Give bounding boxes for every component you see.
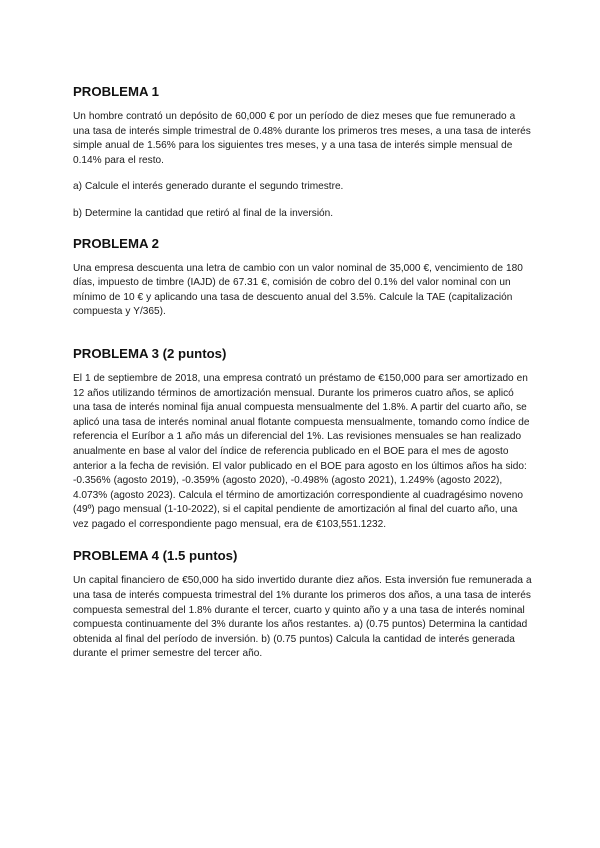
- problem-3-text: El 1 de septiembre de 2018, una empresa contrató un préstamo de €150,000 para ser amortizado en 12 años utilizando términos de amortización mensual. Durante los primeros cuatro años, se aplicó una tasa de interés nominal fija anual compuesta mensualmente del 1.8%. A partir del cuarto año, se aplicó una tasa de interés nominal anual flotante compuesta mensualmente, tomando como índice de referencia el Euríbor a 1 año más un diferencial del 1%. Las revisiones mensuales se han realizado anualmente en base al valor del índice de referencia publicado en el BOE para el mes de agosto anterior a la fecha de revisión. El valor publicado en el BOE para agosto en los últimos años ha sido: -0.356% (agosto 2019), -0.359% (agosto 2020), -0.498% (agosto 2021), 1.249% (agosto 2022), 4.073% (agosto 2023). Calcula el término de amortización correspondiente al cuadragésimo noveno (49º) pago mensual (1-10-2022), si el capital pendiente de amortización al final del cuarto año, una vez pagado el correspondiente pago mensual, era de €103,551.1232.: [73, 372, 530, 530]
- problem-3-title: PROBLEMA 3 (2 puntos): [73, 345, 227, 361]
- problem-2-text: Una empresa descuenta una letra de cambio con un valor nominal de 35,000 €, vencimiento de 180 días, impuesto de timbre (IAJD) de 67.31 €, comisión de cobro del 0.1% del valor nominal con un mínimo de 10 € y aplicando una tasa de descuento anual del 3.5%. Calcule la TAE (capitalización compuesta y Y/365).: [73, 262, 523, 318]
- problem-4-title: PROBLEMA 4 (1.5 puntos): [73, 548, 238, 564]
- problem-1-title: PROBLEMA 1: [73, 84, 159, 99]
- problem-4-text: Un capital financiero de €50,000 ha sido invertido durante diez años. Esta inversión fue remunerada a una tasa de interés compuesta trimestral del 1% durante los primeros dos años, a una tasa de interés compuesta semestral del 1.8% durante el tercer, cuarto y quinto año y a una tasa de interés nominal compuesta continuamente del 3% durante los años restantes. a) (0.75 puntos) Determina la cantidad obtenida al final del período de inversión. b) (0.75 puntos) Calcula la cantidad de interés generada durante el primer semestre del tercer año.: [73, 575, 532, 660]
- problem-1-question-b: b) Determine la cantidad que retiró al final de la inversión.: [73, 207, 334, 219]
- problem-1-question-a: a) Calcule el interés generado durante el segundo trimestre.: [73, 181, 344, 193]
- problem-2-title: PROBLEMA 2: [73, 235, 159, 251]
- problem-1-intro: Un hombre contrató un depósito de 60,000 € por un período de diez meses que fue remunerado a una tasa de interés simple trimestral de 0.48% durante los primeros tres meses, a una tasa de interés simple anual de 1.56% para los siguientes tres meses, y a una tasa de interés simple mensual de 0.14% para el resto.: [73, 111, 531, 166]
- document-content: [73, 84, 533, 662]
